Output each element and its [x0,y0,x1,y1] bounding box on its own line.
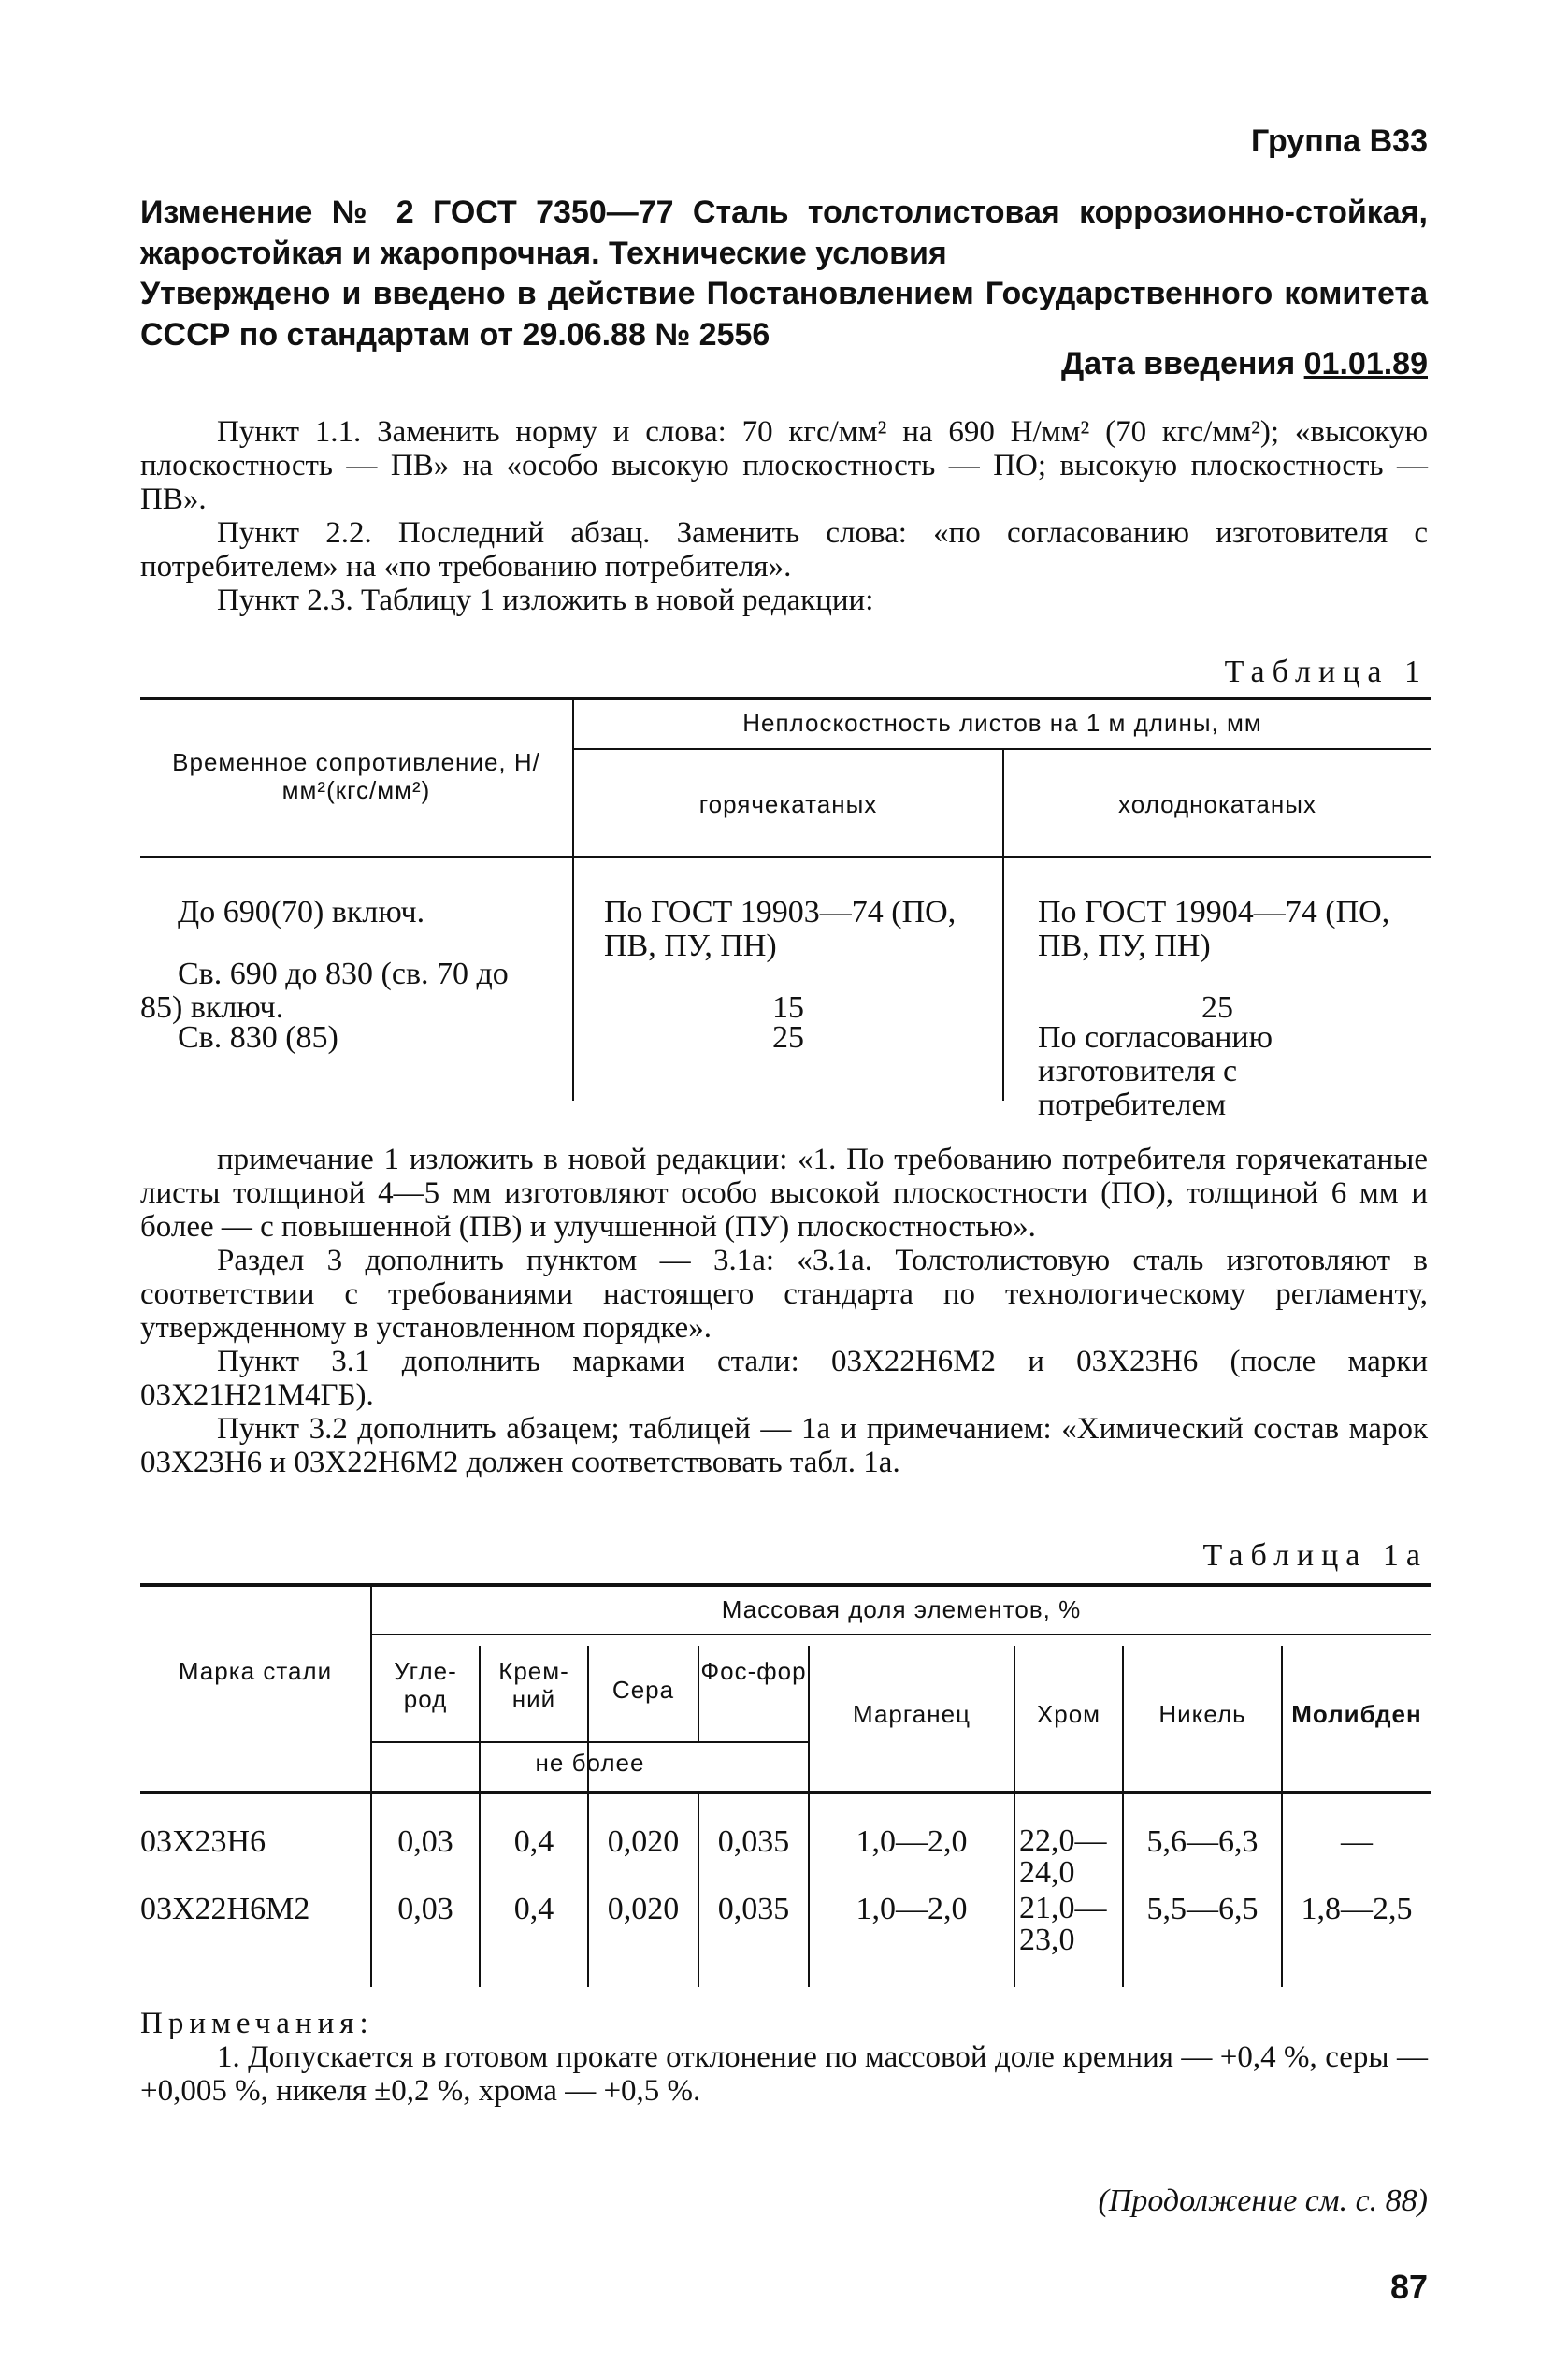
table1a-cell-grade: 03Х22Н6М2 [140,1892,310,1926]
paragraph: Пункт 3.1 дополнить марками стали: 03Х22Н6М2 и 03Х23Н6 (после марки 03Х21Н21М4ГБ). [140,1345,1428,1412]
paragraph: примечание 1 изложить в новой редакции: «1. По требованию потребителя горячекатаные листы толщиной 4—5 мм изготовляют особо высокой плоскостности (ПО), толщиной 6 мм и более — с повышенной (ПВ) и улучшенной (ПУ) плоскостностью». [140,1143,1428,1244]
table1a-col-header-chromium: Хром [1036,1700,1101,1728]
table1-caption: Таблица 1 [1224,655,1428,689]
paragraph: Пункт 3.2 дополнить абзацем; таблицей — 1а и примечанием: «Химический состав марок 03Х23Н6 и 03Х22Н6М2 должен соответствовать табл. 1а. [140,1412,1428,1479]
paragraph: Раздел 3 дополнить пунктом — 3.1а: «3.1а. Толстолистовую сталь изготовляют в соответствии с требованиями настоящего стандарта по технологическому регламенту, утвержденному в установленном порядке». [140,1244,1428,1345]
table1-cell: 25 [772,1020,804,1055]
table1a-vline [808,1646,810,1987]
table1-cell: По согласованию изготовителя с потребителем [1038,1020,1273,1122]
table1a-group-header: Массовая доля элементов, % [721,1595,1082,1623]
table1a-vline [1281,1646,1283,1987]
table1a-cell: 0,4 [513,1824,554,1859]
table1a-cell: 0,035 [717,1824,790,1859]
table1a-header-rule [140,1791,1431,1794]
date-label: Дата введения [1061,346,1296,382]
table1-cell: 15 [772,990,804,1025]
table1a-cell: 0,03 [397,1892,453,1926]
table1-cell: 25 [1201,990,1233,1025]
table1a-vline-grade [370,1585,372,1987]
paragraphs-before-table1 [140,415,1428,617]
paragraphs-after-table1 [140,1143,1428,1479]
table1a-cell: 22,0—24,0 [1019,1823,1107,1890]
table1a-vline [1014,1646,1015,1987]
table1-header-rule [140,856,1431,858]
table1a-cell: 0,035 [717,1892,790,1926]
table1a-cell: 0,03 [397,1824,453,1859]
approval-line: Утверждено и введено в действие Постановлением Государственного комитета СССР по стандартам от 29.06.88 № 2556 [140,276,1428,353]
table1a-vline [1122,1646,1124,1987]
table1a-cell: 0,020 [607,1824,680,1859]
paragraph: Пункт 1.1. Заменить норму и слова: 70 кгс/мм² на 690 Н/мм² (70 кгс/мм²); «высокую плоскостность — ПВ» на «особо высокую плоскостность — ПО; высокую плоскостность — ПВ». [140,415,1428,516]
table1a-col-header-nickel: Никель [1158,1700,1246,1728]
table1a-sub-header: не более [535,1749,645,1777]
notes-block [140,2007,1428,2108]
table1-cell: До 690(70) включ. [178,895,425,929]
table1a-vline [698,1794,699,1987]
table1a-col-header-phosphorus: Фос-фор [700,1657,807,1685]
table1a-col-header-sulfur: Сера [611,1676,675,1704]
table1-top-rule [140,697,1431,700]
paragraph: Пункт 2.2. Последний абзац. Заменить слова: «по согласованию изготовителя с потребителем» на «по требованию потребителя». [140,516,1428,584]
change-title: Изменение № 2 ГОСТ 7350—77 Сталь толстолистовая коррозионно-стойкая, жаростойкая и жаропрочная. Технические условия [140,195,1428,271]
table1-cell: Св. 830 (85) [178,1020,338,1055]
notes-title: Примечания: [140,2007,374,2040]
table1a-cell: 0,4 [513,1892,554,1926]
table1a-cell: 21,0—23,0 [1019,1891,1107,1957]
table1a-col-header-molybdenum: Молибден [1291,1700,1422,1728]
table1-cell: По ГОСТ 19903—74 (ПО, ПВ, ПУ, ПН) [604,895,957,963]
table1a-col-header-silicon: Крем-ний [498,1657,569,1713]
table1a-cell: — [1341,1824,1373,1859]
continuation-note: (Продолжение см. с. 88) [1098,2183,1428,2218]
table1a-top-rule [140,1583,1431,1587]
table1-cell: Св. 690 до 830 (св. 70 до 85) включ. [140,957,509,1025]
table1a-grade-header: Марка стали [178,1657,333,1685]
date-value: 01.01.89 [1303,346,1428,382]
group-label: Группа В33 [1250,123,1428,159]
table1-group-header: Неплоскостность листов на 1 м длины, мм [742,709,1262,737]
table1a-col-header-carbon: Угле-род [394,1657,457,1713]
note-item: 1. Допускается в готовом прокате отклонение по массовой доле кремния — +0,4 %, серы — +0,005 %, никеля ±0,2 %, хрома — +0,5 %. [140,2040,1428,2108]
table1a-cell: 1,8—2,5 [1301,1892,1413,1926]
table1a-cell: 0,020 [607,1892,680,1926]
table1-col1-header: Временное сопротивление, Н/мм²(кгс/мм²) [172,748,540,804]
table1a-group-rule [372,1634,1431,1635]
table1a-subheader-rule [372,1741,808,1743]
table1a-col-header-manganese: Марганец [853,1700,971,1728]
table1a-cell-grade: 03Х23Н6 [140,1824,266,1859]
table1-cell: По ГОСТ 19904—74 (ПО, ПВ, ПУ, ПН) [1038,895,1390,963]
table1a-cell: 5,6—6,3 [1146,1824,1259,1859]
table1-col3-header: холоднокатаных [1118,790,1316,818]
table1a-cell: 1,0—2,0 [856,1824,968,1859]
table1a-caption: Таблица 1а [1202,1538,1428,1573]
table1a-cell: 1,0—2,0 [856,1892,968,1926]
page-number: 87 [1389,2268,1428,2306]
paragraph: Пункт 2.3. Таблицу 1 изложить в новой редакции: [217,584,874,617]
date-of-introduction [1061,346,1428,382]
table1-col2-header: горячекатаных [698,790,878,818]
table1a-cell: 5,5—6,5 [1146,1892,1259,1926]
table1-subheader-rule [574,748,1431,750]
